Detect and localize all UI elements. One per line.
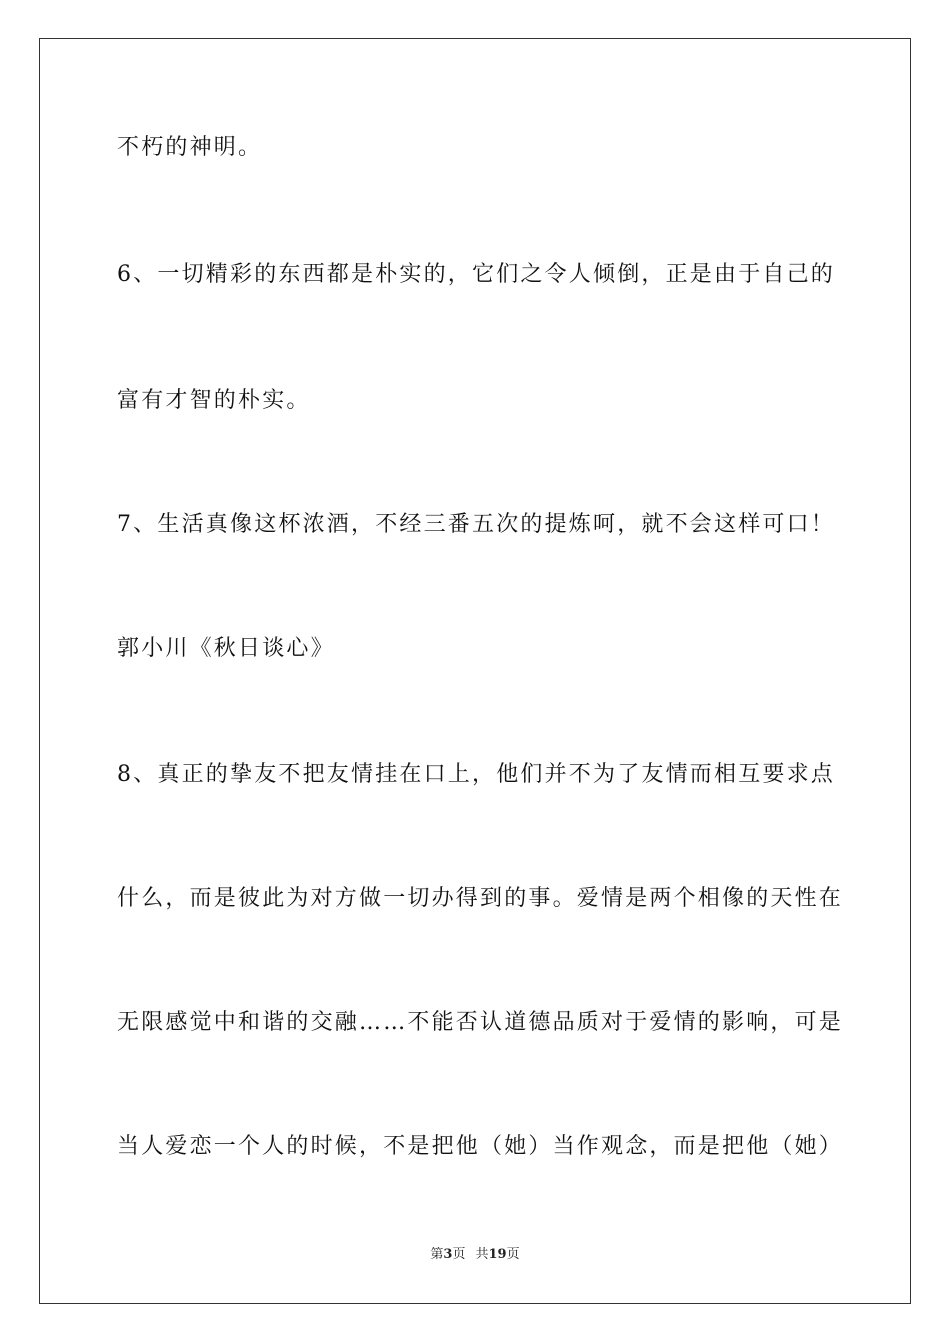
total-suffix: 页 xyxy=(506,1247,520,1262)
page-suffix: 页 xyxy=(452,1247,466,1262)
text-line-8: 无限感觉中和谐的交融……不能否认道德品质对于爱情的影响，可是 xyxy=(117,1010,844,1035)
page-border xyxy=(39,38,911,1304)
total-prefix: 共 xyxy=(475,1247,489,1262)
text-line-3: 富有才智的朴实。 xyxy=(117,388,311,413)
text-line-7: 什么，而是彼此为对方做一切办得到的事。爱情是两个相像的天性在 xyxy=(117,886,844,911)
total-pages: 19 xyxy=(488,1247,507,1262)
text-line-4: 7、生活真像这杯浓酒，不经三番五次的提炼呵，就不会这样可口！ xyxy=(117,512,835,537)
text-line-1: 不朽的神明。 xyxy=(117,135,263,160)
text-line-2: 6、一切精彩的东西都是朴实的，它们之令人倾倒，正是由于自己的 xyxy=(117,262,835,287)
page-prefix: 第 xyxy=(430,1247,444,1262)
text-line-5: 郭小川《秋日谈心》 xyxy=(117,636,335,661)
text-line-9: 当人爱恋一个人的时候，不是把他（她）当作观念，而是把他（她） xyxy=(117,1134,844,1159)
page-footer xyxy=(0,1246,950,1264)
text-line-6: 8、真正的挚友不把友情挂在口上，他们并不为了友情而相互要求点 xyxy=(117,762,835,787)
page-number: 3 xyxy=(443,1247,453,1262)
